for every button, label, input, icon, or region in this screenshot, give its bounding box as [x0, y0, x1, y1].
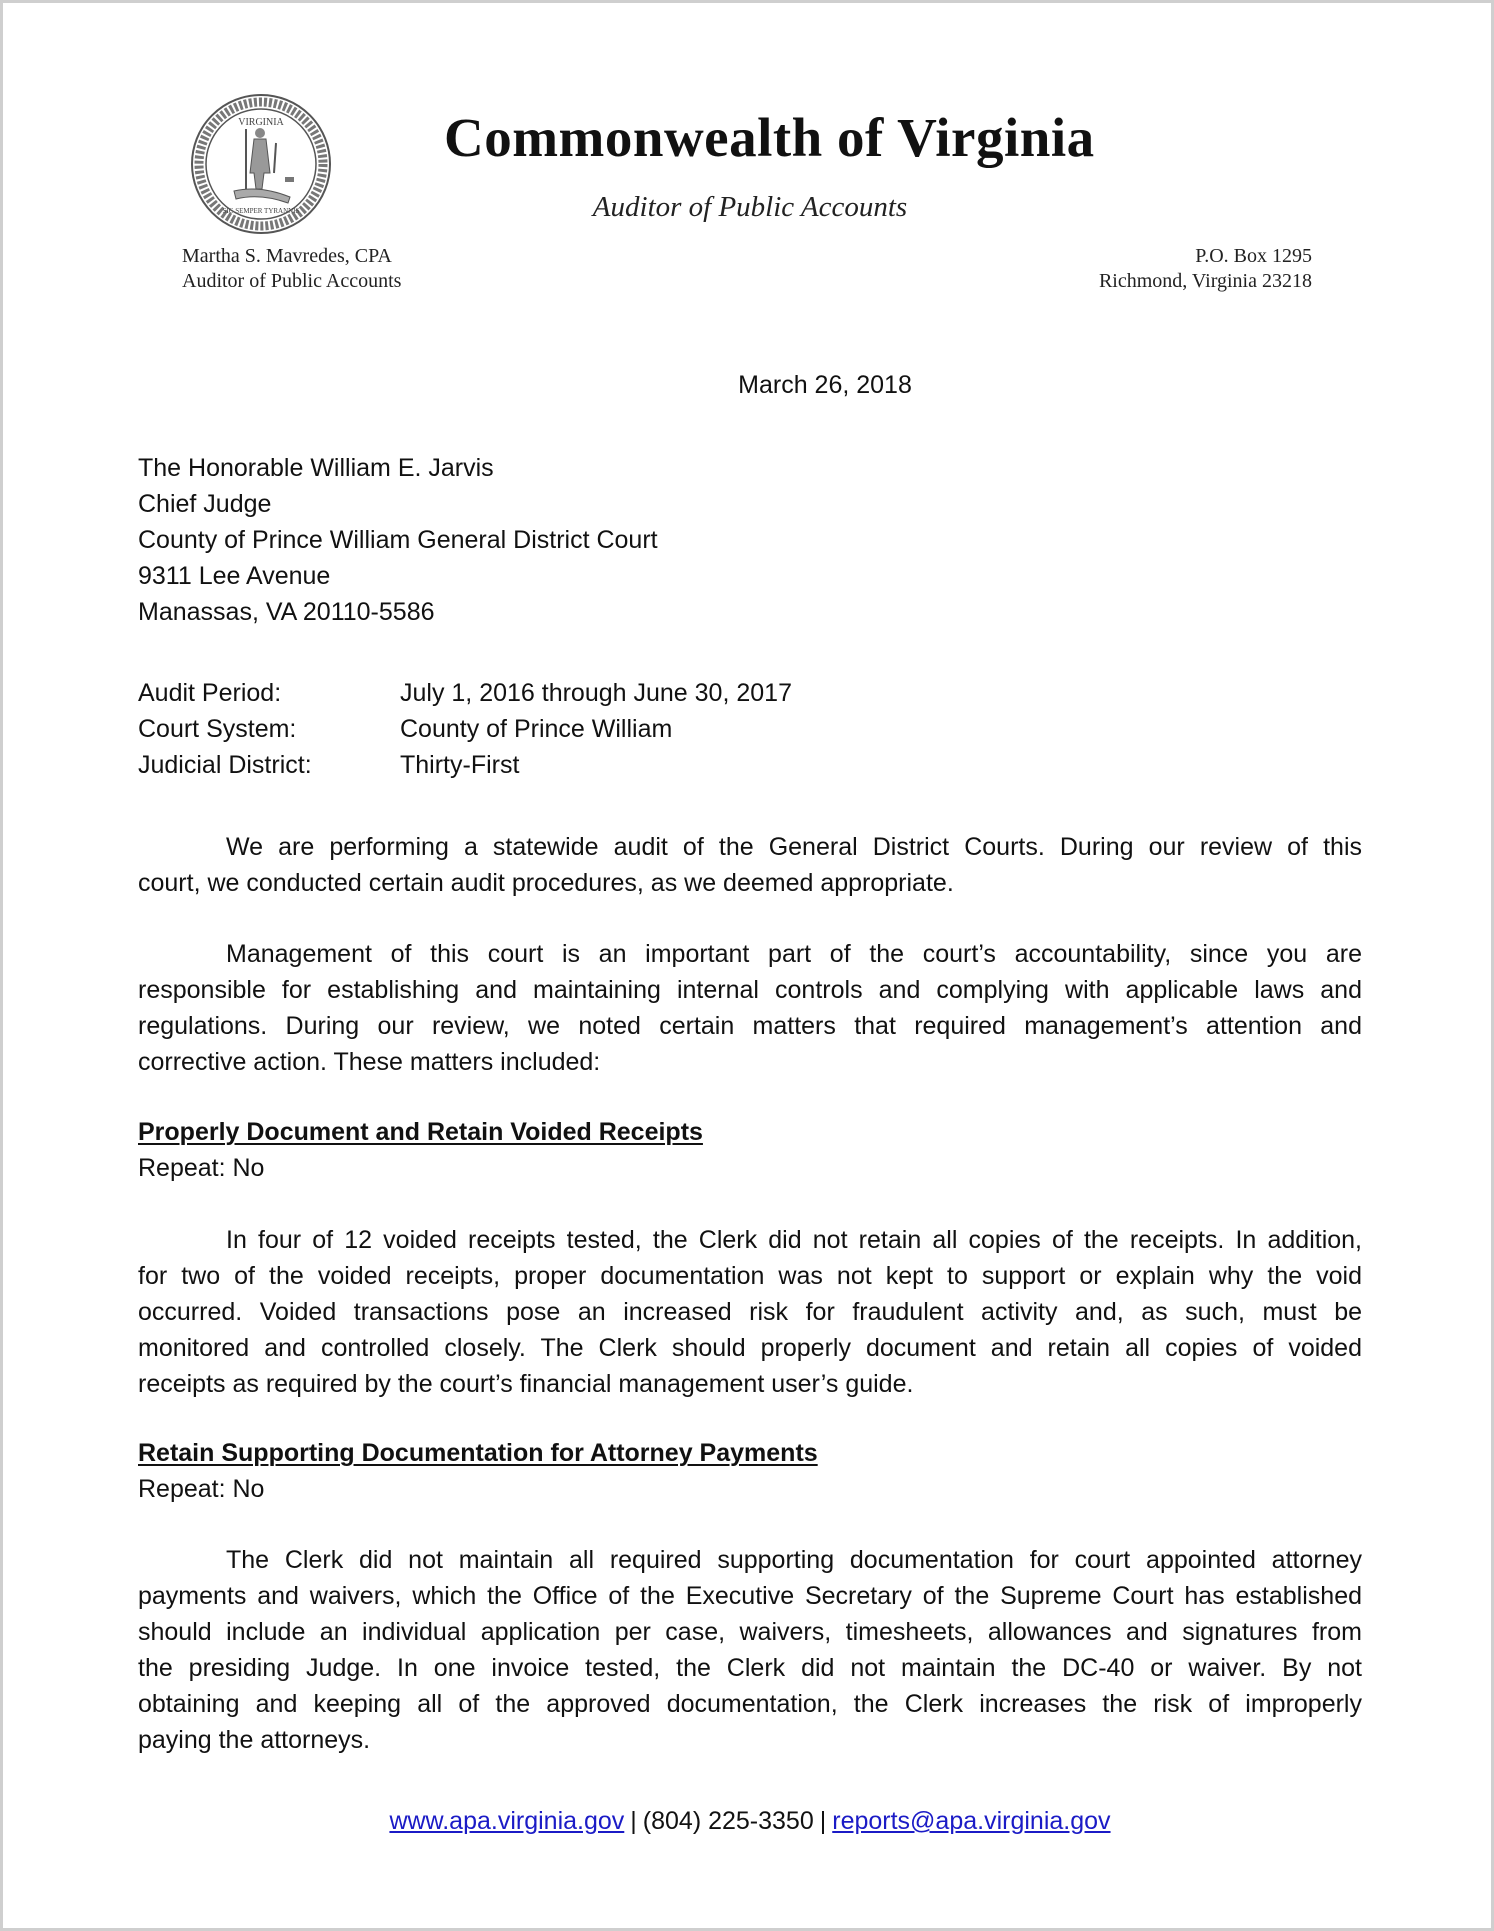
paragraph-line: obtaining and keeping all of the approved documentation, the Clerk increases the risk of improperly: [138, 1690, 1362, 1718]
paragraph-line: occurred. Voided transactions pose an increased risk for fraudulent activity and, as such, must be: [138, 1298, 1362, 1326]
auditor-name: Martha S. Mavredes, CPA: [182, 245, 392, 267]
phone-number: (804) 225-3350: [642, 1807, 814, 1835]
paragraph-line: court, we conducted certain audit procedures, as we deemed appropriate.: [138, 869, 954, 897]
website-link[interactable]: www.apa.virginia.gov: [389, 1807, 625, 1835]
finding-1-repeat: Repeat: No: [138, 1154, 265, 1182]
paragraph-line: In four of 12 voided receipts tested, the Clerk did not retain all copies of the receipts. In addition,: [226, 1226, 1362, 1254]
judicial-district-row: [138, 747, 1362, 783]
paragraph-line: payments and waivers, which the Office of the Executive Secretary of the Supreme Court has established: [138, 1582, 1362, 1610]
paragraph-line: for two of the voided receipts, proper documentation was not kept to support or explain why the void: [138, 1262, 1362, 1290]
paragraph-line: the presiding Judge. In one invoice tested, the Clerk did not maintain the DC-40 or waiver. By not: [138, 1654, 1362, 1682]
virginia-seal-icon: [190, 93, 332, 235]
judicial-district-label: Judicial District:: [138, 751, 312, 779]
paragraph-line: responsible for establishing and maintaining internal controls and complying with applicable laws and: [138, 976, 1362, 1004]
audit-period-label: Audit Period:: [138, 679, 282, 707]
paragraph-line: receipts as required by the court’s financial management user’s guide.: [138, 1370, 914, 1398]
finding-1-heading: Properly Document and Retain Voided Receipts: [138, 1118, 703, 1146]
email-link[interactable]: reports@apa.virginia.gov: [832, 1807, 1111, 1835]
finding-2-header: [138, 1435, 1362, 1507]
auditor-title: Auditor of Public Accounts: [182, 270, 402, 292]
audit-info: [138, 675, 1362, 783]
footer-separator: |: [630, 1807, 637, 1835]
court-system-row: [138, 711, 1362, 747]
svg-text:SIC SEMPER TYRANNIS: SIC SEMPER TYRANNIS: [222, 207, 300, 215]
court-system-label: Court System:: [138, 715, 297, 743]
paragraph-line: The Clerk did not maintain all required supporting documentation for court appointed attorney: [226, 1546, 1362, 1574]
finding-2-heading: Retain Supporting Documentation for Attorney Payments: [138, 1439, 818, 1467]
footer-contact: [3, 1803, 1494, 1839]
intro-paragraph: [138, 829, 1362, 901]
finding-2-repeat: Repeat: No: [138, 1475, 265, 1503]
svg-text:VIRGINIA: VIRGINIA: [238, 117, 284, 128]
office-address-block: [1099, 244, 1312, 294]
city-state-zip: Richmond, Virginia 23218: [1098, 270, 1312, 292]
audit-period-row: [138, 675, 1362, 711]
letterhead-title: Commonwealth of Virginia: [444, 107, 1095, 168]
recipient-street: 9311 Lee Avenue: [138, 562, 331, 590]
paragraph-line: paying the attorneys.: [138, 1726, 371, 1754]
paragraph-line: We are performing a statewide audit of the General District Courts. During our review of this: [226, 833, 1362, 861]
finding-2-paragraph: [138, 1542, 1362, 1758]
management-paragraph: [138, 936, 1362, 1080]
court-system-value: County of Prince William: [400, 715, 673, 743]
recipient-address: [138, 450, 1362, 630]
judicial-district-value: Thirty-First: [400, 751, 520, 779]
letter-date: March 26, 2018: [738, 371, 912, 399]
audit-period-value: July 1, 2016 through June 30, 2017: [400, 679, 792, 707]
paragraph-line: should include an individual application per case, waivers, timesheets, allowances and signatures from: [138, 1618, 1362, 1646]
paragraph-line: regulations. During our review, we noted certain matters that required management’s attention and: [138, 1012, 1362, 1040]
recipient-title: Chief Judge: [138, 490, 272, 518]
recipient-city: Manassas, VA 20110-5586: [138, 598, 435, 626]
recipient-court: County of Prince William General District Court: [138, 526, 658, 554]
paragraph-line: monitored and controlled closely. The Clerk should properly document and retain all copies of voided: [138, 1334, 1362, 1362]
auditor-name-block: [182, 244, 401, 294]
paragraph-line: corrective action. These matters included:: [138, 1048, 601, 1076]
footer-separator: |: [819, 1807, 827, 1835]
finding-1-paragraph: [138, 1222, 1362, 1402]
finding-1-header: [138, 1114, 1362, 1186]
recipient-name: The Honorable William E. Jarvis: [138, 454, 494, 482]
letterhead-subtitle: Auditor of Public Accounts: [592, 191, 908, 223]
paragraph-line: Management of this court is an important part of the court’s accountability, since you are: [226, 940, 1362, 968]
po-box: P.O. Box 1295: [1195, 245, 1312, 267]
